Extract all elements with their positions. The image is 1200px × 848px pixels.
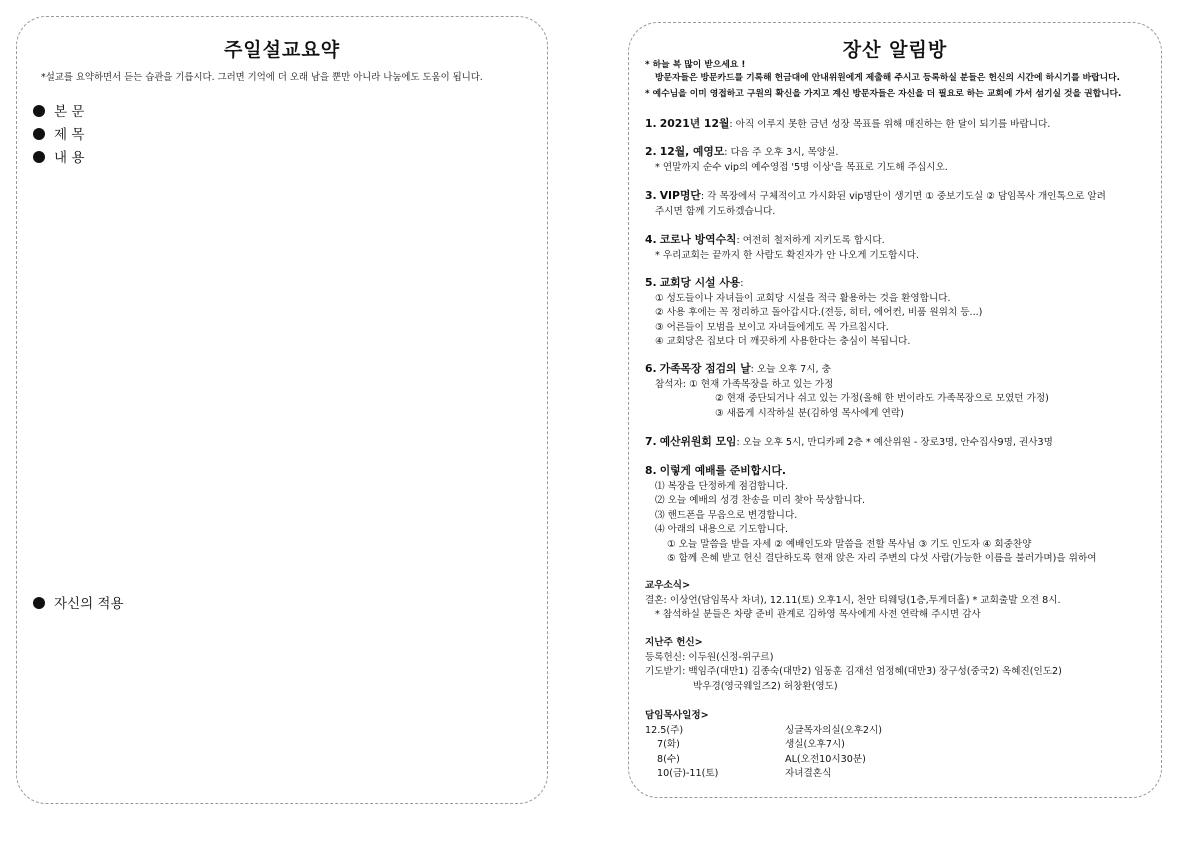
schedule-row — [645, 738, 1151, 753]
schedule-date: 7(화) — [657, 739, 680, 750]
notice-heading: 교회당 시설 사용 — [659, 276, 741, 289]
offering-heading: 지난주 헌신> — [645, 637, 703, 648]
church-bulletin-panel — [628, 22, 1162, 798]
notice-item-1 — [645, 117, 1151, 133]
notice-subitem: ① 성도들이나 자녀들이 교회당 시설을 적극 활용하는 것을 환영합니다. — [655, 292, 951, 304]
schedule-event: 생실(오후7시) — [785, 739, 845, 750]
notice-text: : 각 목장에서 구체적이고 가시화된 vip명단이 생기면 ① 중보기도실 ② 담임목사 개인톡으로 알려 — [700, 191, 1106, 202]
notice-subitem: ② 사용 후에는 꼭 정리하고 돌아갑시다.(전등, 히터, 에어컨, 비품 원위치 등...) — [655, 307, 983, 318]
notice-number: 5. — [645, 276, 657, 289]
offering-line: 등록헌신: 이두원(신정-위구르) — [645, 651, 774, 663]
bullet-title — [33, 124, 84, 147]
bullet-label: 자신의 적용 — [54, 596, 124, 612]
notice-number: 1. — [645, 117, 657, 130]
notice-heading: 2021년 12월 — [659, 117, 730, 130]
prayer-item: ① 오늘 말씀을 받을 자세 ② 예배인도와 말씀을 전할 목사님 ③ 기도 인도자 ④ 회중찬양 — [667, 538, 1032, 550]
notice-item-5 — [645, 276, 1151, 350]
offering-line: 기도받기: 백임주(대만1) 김종숙(대만2) 임동훈 김재선 엄정혜(대만3) 장구성(중국2) 옥혜진(인도2) — [645, 666, 1062, 677]
notice-number: 8. — [645, 464, 657, 477]
notice-subitem: ⑴ 복장을 단정하게 점검합니다. — [655, 480, 789, 492]
schedule-row — [645, 724, 1151, 739]
sermon-summary-title: 주일설교요약 — [223, 39, 341, 61]
notice-text-continued: 주시면 함께 기도하겠습니다. — [655, 205, 776, 217]
sermon-bullet-list — [33, 101, 84, 170]
bullet-dot-icon — [33, 597, 45, 609]
notice-subtext: * 우리교회는 끝까지 한 사람도 확진자가 안 나오게 기도합시다. — [655, 249, 919, 261]
greeting-line: * 하늘 복 많이 받으세요 ! — [645, 60, 746, 70]
notice-number: 4. — [645, 233, 657, 246]
notice-item-7 — [645, 435, 1151, 451]
schedule-row — [645, 767, 1151, 782]
notice-number: 2. — [645, 145, 657, 158]
notice-subitem: ④ 교회당은 집보다 더 깨끗하게 사용한다는 충심이 복됩니다. — [655, 336, 911, 347]
notice-number: 6. — [645, 362, 657, 375]
notice-item-6 — [645, 362, 1151, 421]
notice-heading: 12월, 예영모 — [659, 145, 725, 158]
bullet-content — [33, 147, 84, 170]
greeting-line: 방문자들은 방문카드를 기록해 헌금대에 안내위원에게 제출해 주시고 등록하실 분들은 헌신의 시간에 하시기를 바랍니다. — [655, 72, 1120, 83]
notice-heading: 예산위원회 모임 — [659, 435, 737, 448]
notice-text: : 오늘 오후 7시, 충 — [750, 364, 831, 375]
member-news-heading: 교우소식> — [645, 580, 691, 591]
bullet-dot-icon — [33, 128, 45, 140]
notice-item-3 — [645, 189, 1151, 219]
member-news — [645, 579, 1151, 623]
schedule-date: 10(금)-11(토) — [657, 768, 719, 779]
notice-subitem: ③ 새롭게 시작하실 분(김하영 목사에게 연락) — [715, 407, 904, 419]
greeting-block — [645, 59, 1151, 101]
notice-subitem: ⑷ 아래의 내용으로 기도합니다. — [655, 524, 789, 535]
bullet-label: 내 용 — [54, 150, 85, 166]
bullet-application — [33, 593, 124, 616]
bulletin-title: 장산 알림방 — [842, 39, 948, 61]
schedule-event: 싱글목자의실(오후2시) — [785, 724, 882, 736]
prayer-item: ⑤ 함께 은혜 받고 헌신 결단하도록 현재 앉은 자리 주변의 다섯 사람(가능한 이름을 불러가며)을 위하여 — [667, 553, 1097, 564]
bullet-text-passage — [33, 101, 84, 124]
schedule-row — [645, 753, 1151, 768]
member-news-line: * 참석하실 분들은 차량 준비 관계로 김하영 목사에게 사전 연락해 주시면 감사 — [655, 609, 981, 620]
schedule-event: AL(오전10시30분) — [785, 753, 866, 765]
notice-text: : 다음 주 오후 3시, 목양실. — [724, 147, 839, 158]
notice-subitem: ① 현재 가족목장을 하고 있는 가정 — [689, 378, 834, 390]
sermon-summary-panel — [16, 16, 548, 804]
notice-subtext: * 연말까지 순수 vip의 예수영접 '5명 이상'을 목표로 기도해 주십시오. — [655, 161, 948, 173]
participants-label: 참석자: — [655, 378, 687, 390]
notice-heading: 이렇게 예배를 준비합시다. — [659, 464, 787, 477]
notice-item-4 — [645, 233, 1151, 263]
bullet-label: 제 목 — [54, 127, 85, 143]
notice-heading: VIP명단 — [659, 189, 701, 202]
notice-text: : 아직 이루지 못한 금년 성장 목표를 위해 매진하는 한 달이 되기를 바랍니다. — [729, 119, 1051, 130]
notice-heading: 가족목장 점검의 날 — [659, 362, 751, 375]
notice-item-8 — [645, 464, 1151, 567]
last-week-offering — [645, 636, 1151, 694]
notice-heading: 코로나 방역수칙 — [659, 233, 737, 246]
notice-subitem: ③ 어른들이 모범을 보이고 자녀들에게도 꼭 가르칩시다. — [655, 321, 889, 333]
bullet-dot-icon — [33, 105, 45, 117]
bullet-label: 본 문 — [54, 104, 85, 120]
notice-text: : — [740, 278, 744, 289]
greeting-line: * 예수님을 이미 영접하고 구원의 확신을 가지고 계신 방문자들은 자신을 더 필요로 하는 교회에 가서 섬기실 것을 권합니다. — [645, 89, 1122, 99]
notice-number: 7. — [645, 435, 657, 448]
notice-subitem: ⑶ 핸드폰을 무음으로 변경합니다. — [655, 509, 798, 521]
notice-subitem: ② 현재 중단되거나 쉬고 있는 가정(올해 한 번이라도 가족목장으로 모였던 가정) — [715, 393, 1049, 404]
schedule-event: 자녀결혼식 — [785, 768, 832, 779]
pastor-schedule — [645, 709, 1151, 782]
member-news-line: 결혼: 이상언(담임목사 차녀), 12.11(토) 오후1시, 천안 티웨딩(1층,투게더홀) * 교회출발 오전 8시. — [645, 594, 1061, 606]
notice-item-2 — [645, 145, 1151, 175]
offering-line: 박우경(영국웨일즈2) 허창환(영도) — [693, 680, 838, 692]
notice-subitem: ⑵ 오늘 예배의 성경 찬송을 미리 찾아 묵상합니다. — [655, 495, 866, 506]
schedule-date: 12.5(주) — [645, 724, 684, 736]
schedule-date: 8(수) — [657, 753, 680, 765]
notice-text: : 여전히 철저하게 지키도록 합시다. — [736, 235, 885, 246]
schedule-heading: 담임목사일정> — [645, 710, 709, 721]
notice-text: : 오늘 오후 5시, 만디카페 2층 * 예산위원 - 장로3명, 안수집사9명, 권사3명 — [736, 437, 1053, 448]
bullet-dot-icon — [33, 151, 45, 163]
notice-number: 3. — [645, 189, 657, 202]
sermon-summary-note: *설교를 요약하면서 듣는 습관을 기릅시다. 그러면 기억에 더 오래 남을 뿐만 아니라 나눔에도 도움이 됩니다. — [41, 72, 483, 83]
